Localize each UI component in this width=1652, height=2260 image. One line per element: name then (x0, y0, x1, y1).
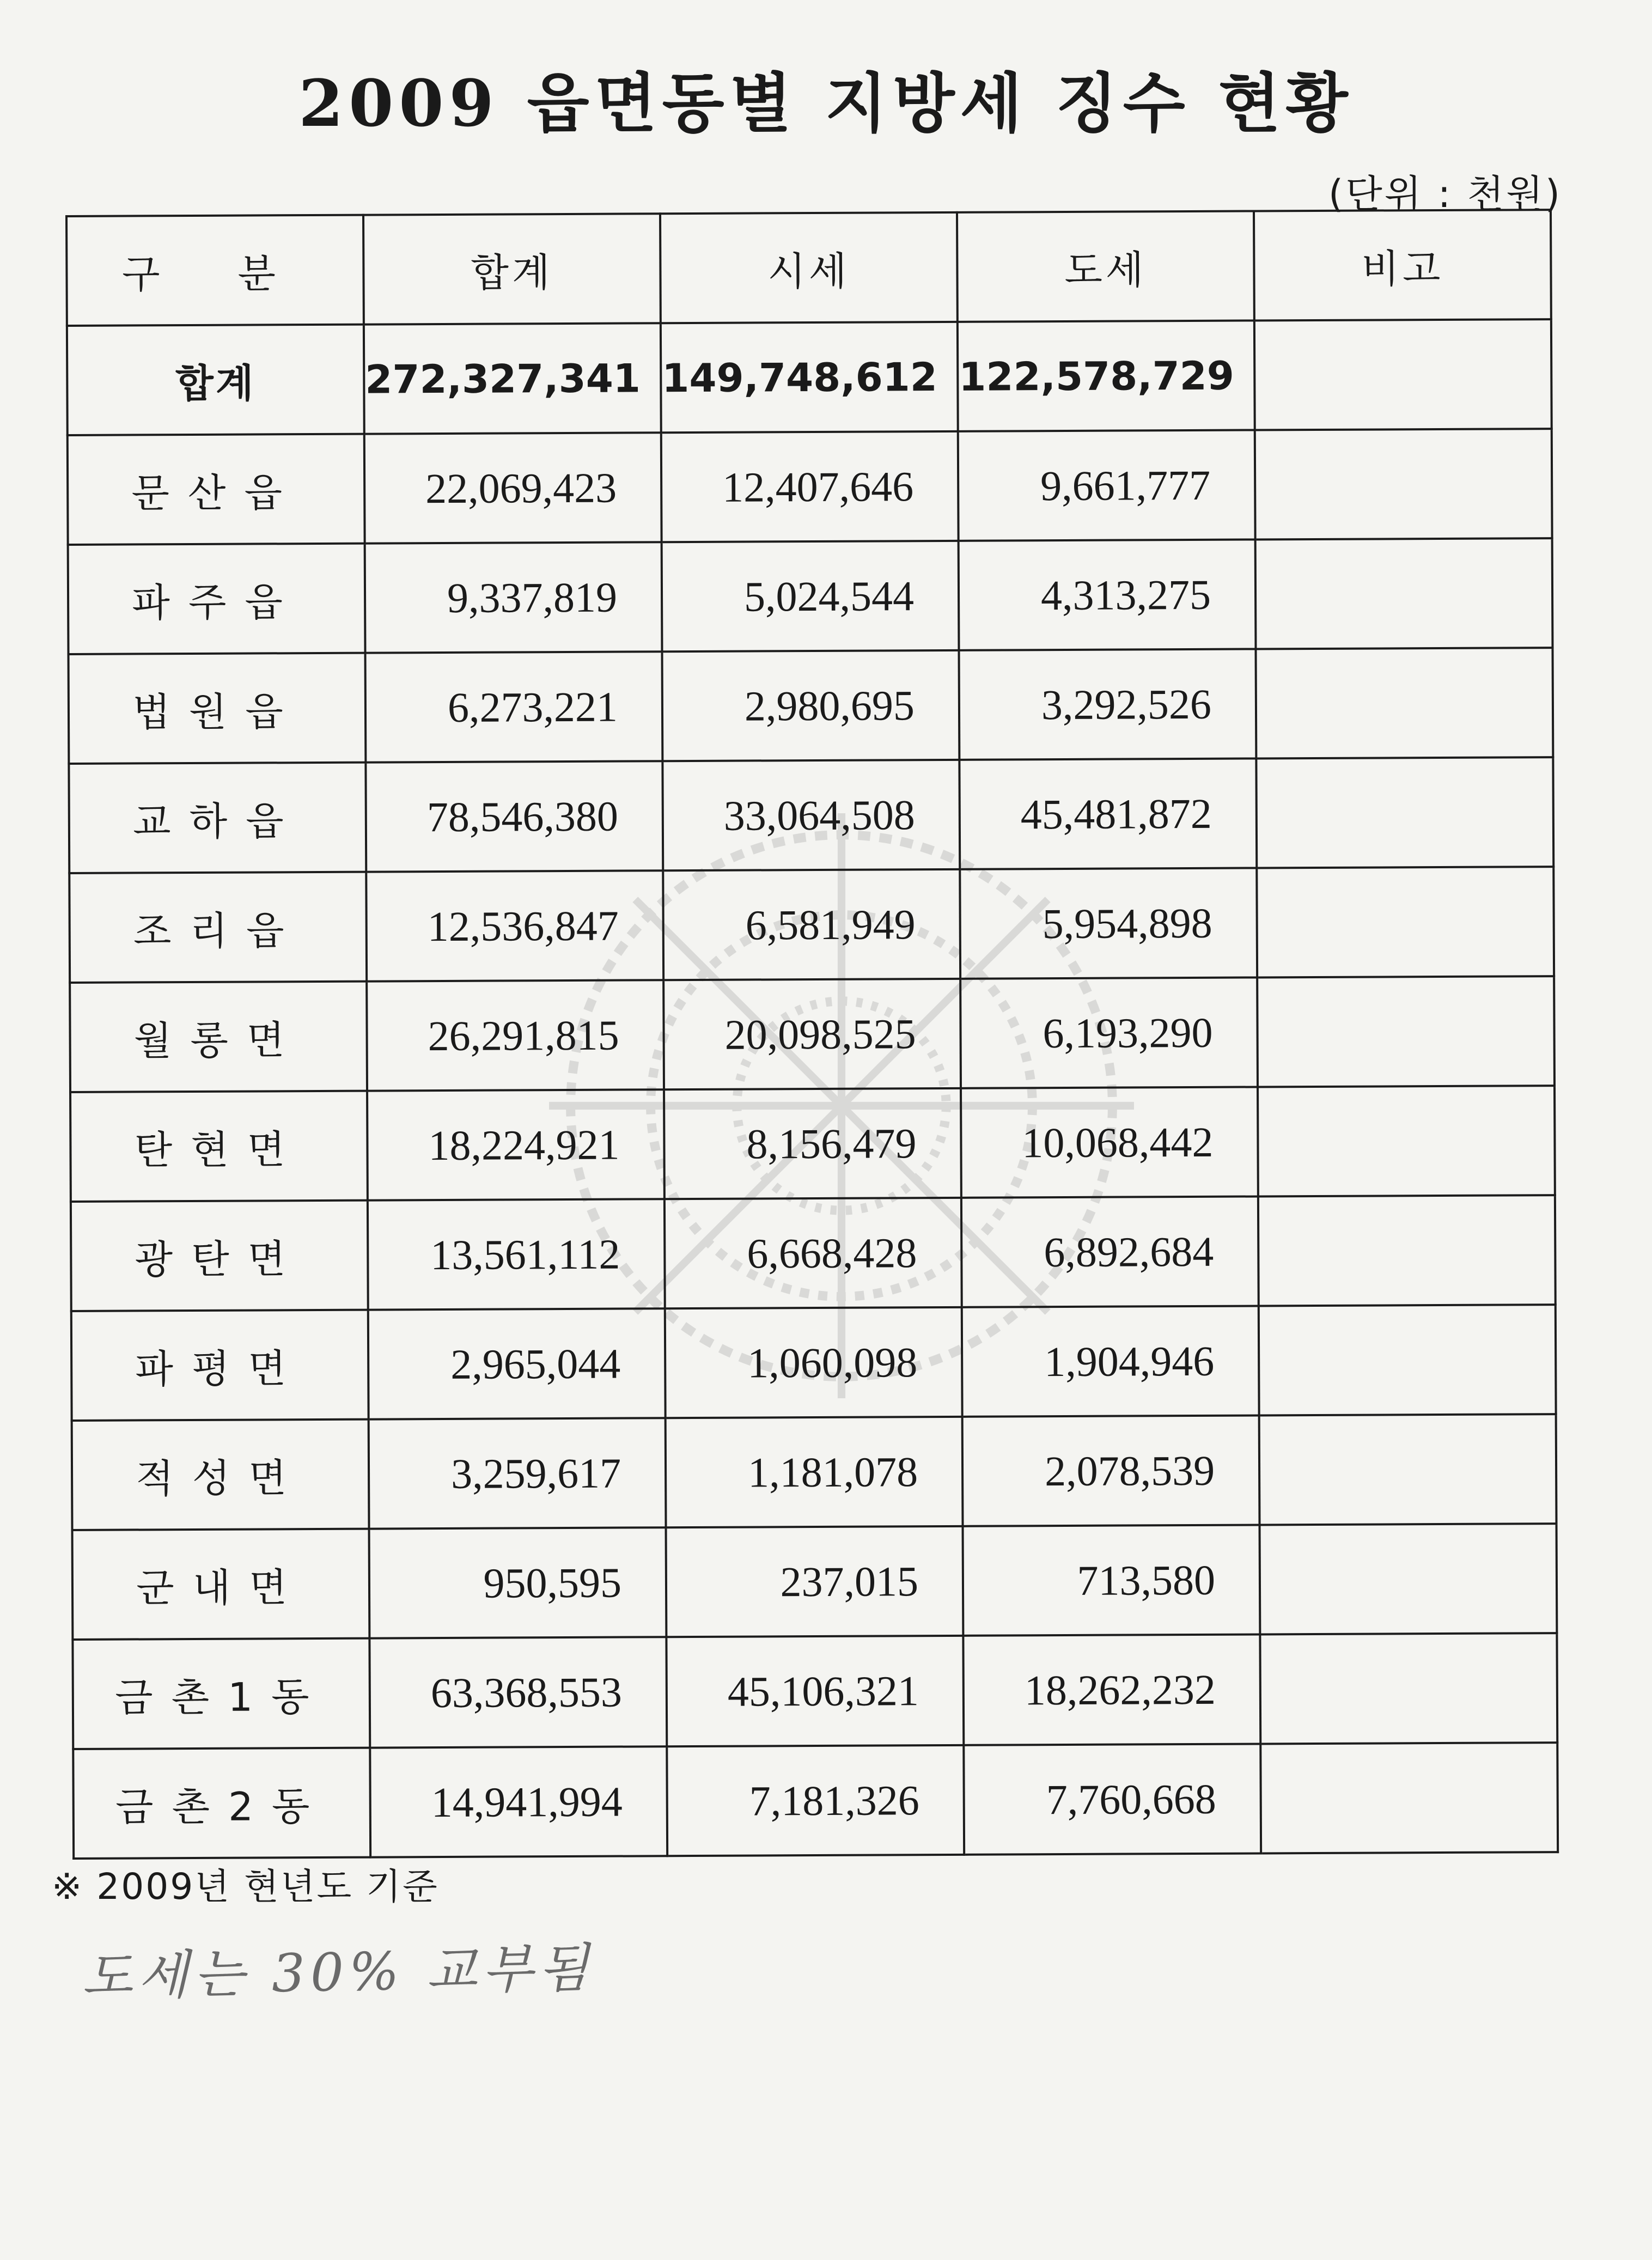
province-tax-cell: 713,580 (963, 1525, 1260, 1635)
region-cell: 문산읍 (68, 434, 365, 545)
total-cell: 18,224,921 (367, 1089, 665, 1200)
total-cell: 12,536,847 (366, 870, 663, 981)
handwritten-note: 도세는 30% 교부됨 (81, 1937, 595, 2008)
tax-collection-table (65, 209, 1559, 1860)
city-tax-cell: 45,106,321 (666, 1636, 964, 1746)
region-cell: 탄현면 (70, 1091, 368, 1202)
region-cell: 금촌1동 (72, 1638, 370, 1749)
region-cell: 법원읍 (69, 653, 366, 764)
region-cell: 적성면 (72, 1420, 369, 1530)
province-tax-cell: 122,578,729 (958, 320, 1255, 431)
total-cell: 950,595 (369, 1527, 667, 1638)
province-tax-cell: 3,292,526 (959, 649, 1257, 759)
region-cell: 월롱면 (70, 982, 367, 1092)
total-cell: 78,546,380 (365, 761, 663, 872)
city-tax-cell: 2,980,695 (662, 650, 960, 761)
remarks-cell (1260, 1524, 1557, 1634)
remarks-cell (1255, 538, 1553, 649)
table-row (70, 976, 1555, 1092)
total-cell: 63,368,553 (369, 1637, 667, 1747)
region-cell: 교하읍 (69, 763, 366, 873)
province-tax-cell: 45,481,872 (959, 758, 1257, 869)
province-tax-cell: 5,954,898 (960, 868, 1257, 978)
header-city-tax: 시세 (660, 212, 958, 323)
city-tax-cell: 5,024,544 (662, 541, 959, 651)
city-tax-cell: 12,407,646 (661, 431, 959, 542)
province-tax-cell: 9,661,777 (958, 430, 1255, 540)
city-tax-cell: 1,060,098 (665, 1307, 962, 1418)
province-tax-cell: 6,193,290 (960, 977, 1258, 1088)
page-title: 2009 읍면동별 지방세 징수 현황 (298, 65, 1354, 141)
remarks-cell (1256, 757, 1553, 868)
total-cell: 22,069,423 (364, 432, 662, 543)
total-cell: 14,941,994 (370, 1746, 667, 1857)
province-tax-cell: 4,313,275 (959, 539, 1256, 650)
table-row (71, 1195, 1556, 1311)
remarks-cell (1258, 1195, 1556, 1306)
remarks-cell (1259, 1414, 1557, 1525)
total-cell: 3,259,617 (369, 1418, 666, 1528)
table-row (69, 867, 1554, 983)
remarks-cell (1260, 1743, 1558, 1853)
region-cell: 조리읍 (69, 872, 367, 983)
region-cell: 금촌2동 (73, 1748, 370, 1859)
total-cell: 272,327,341 (364, 323, 661, 434)
province-tax-cell: 2,078,539 (962, 1415, 1260, 1526)
table-row (70, 1086, 1555, 1202)
footnote: ※ 2009년 현년도 기준 (52, 1866, 439, 1908)
province-tax-cell: 1,904,946 (962, 1306, 1259, 1416)
province-tax-cell: 7,760,668 (964, 1744, 1261, 1854)
table-row (71, 1305, 1556, 1421)
table-row (73, 1743, 1558, 1859)
remarks-cell (1258, 1086, 1555, 1196)
city-tax-cell: 7,181,326 (667, 1745, 964, 1856)
total-cell: 9,337,819 (365, 542, 662, 653)
city-tax-cell: 149,748,612 (661, 322, 958, 432)
header-region: 구 분 (66, 215, 364, 326)
city-tax-cell: 33,064,508 (662, 760, 960, 870)
region-cell: 광탄면 (71, 1201, 368, 1311)
table-row (72, 1633, 1557, 1749)
city-tax-cell: 8,156,479 (664, 1088, 961, 1199)
city-tax-cell: 6,581,949 (663, 869, 960, 980)
remarks-cell (1257, 867, 1554, 977)
remarks-cell (1255, 429, 1552, 539)
total-cell: 2,965,044 (368, 1308, 666, 1419)
city-tax-cell: 237,015 (666, 1526, 964, 1637)
header-remarks: 비고 (1254, 210, 1551, 320)
city-tax-cell: 1,181,078 (666, 1417, 963, 1527)
table-row (68, 429, 1552, 545)
table-header-row (66, 210, 1551, 326)
table-row (68, 538, 1553, 654)
region-cell: 합계 (67, 325, 364, 435)
table-row (69, 648, 1553, 764)
remarks-cell (1260, 1633, 1557, 1744)
province-tax-cell: 18,262,232 (963, 1634, 1260, 1745)
table-row (69, 757, 1553, 873)
total-cell: 13,561,112 (368, 1199, 665, 1309)
region-cell: 파주읍 (68, 544, 365, 654)
region-cell: 파평면 (71, 1310, 369, 1421)
header-province-tax: 도세 (957, 211, 1254, 321)
region-cell: 군내면 (72, 1529, 370, 1640)
header-total: 합계 (363, 214, 661, 324)
province-tax-cell: 6,892,684 (961, 1196, 1259, 1307)
remarks-cell (1257, 976, 1555, 1087)
total-cell: 6,273,221 (365, 651, 663, 762)
remarks-cell (1255, 648, 1553, 758)
total-row (67, 319, 1552, 435)
city-tax-cell: 6,668,428 (665, 1198, 962, 1308)
remarks-cell (1259, 1305, 1556, 1415)
city-tax-cell: 20,098,525 (663, 979, 961, 1089)
total-cell: 26,291,815 (367, 980, 664, 1091)
province-tax-cell: 10,068,442 (961, 1087, 1258, 1197)
remarks-cell (1254, 319, 1552, 430)
unit-label: (단위 : 천원) (1328, 172, 1562, 216)
table-row (72, 1414, 1557, 1530)
table-row (72, 1524, 1557, 1640)
